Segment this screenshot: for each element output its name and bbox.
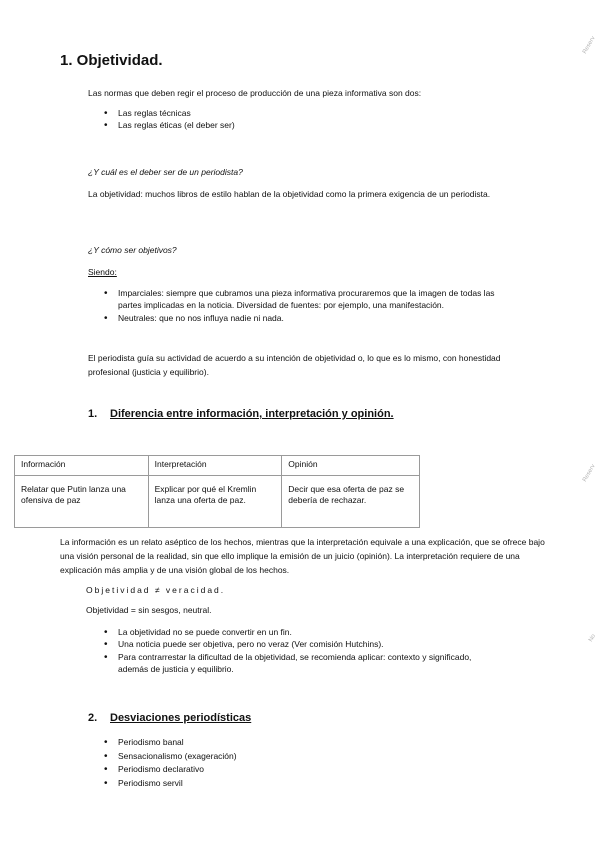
list-item: • Imparciales: siempre que cubramos una pieza informativa procuraremos que la imagen de todas las partes implicadas en la noticia. Diversidad de fuentes: por ejemplo, una manifestación. (104, 288, 499, 311)
list-item: • Periodismo banal (104, 737, 237, 749)
list-item: • La objetividad no se puede convertir en un fin. (104, 627, 499, 639)
list-item: • Para contrarrestar la dificultad de la objetividad, se recomienda aplicar: contexto y significado, además de justicia y equilibrio. (104, 652, 499, 675)
list-item: • Neutrales: que no nos influya nadie ni nada. (104, 313, 499, 325)
comparison-table (14, 455, 420, 528)
paragraph-2: La información es un relato aséptico de los hechos, mientras que la interpretación equivale a una explicación, que se ofrece bajo una visión personal de la realidad, sin que ello implique la emisión de un juicio (opinión). La interpretación requiere de una explicación más amplia y de una visión global de los hechos. (60, 537, 545, 575)
section-1-number: 1. (88, 408, 98, 420)
watermark-text: No (588, 633, 598, 643)
table-header: Opinión (282, 456, 420, 476)
desviaciones-list (104, 737, 237, 789)
list-item: • Periodismo servil (104, 778, 237, 790)
section-1-title: Diferencia entre información, interpretación y opinión. (110, 408, 394, 420)
section-2-number: 2. (88, 712, 98, 724)
question-2: ¿Y cómo ser objetivos? (88, 245, 177, 255)
paragraph-1: El periodista guía su actividad de acuerdo a su intención de objetividad o, lo que es lo mismo, con honestidad profesional (justicia y equilibrio). (88, 353, 501, 377)
watermark-text: Reserv (582, 35, 597, 55)
table-cell: Decir que esa oferta de paz se debería de rechazar. (282, 476, 420, 528)
list-item: • Sensacionalismo (exageración) (104, 751, 237, 763)
objectivity-equation: Objetividad ≠ veracidad. (86, 585, 226, 595)
table-header: Información (15, 456, 149, 476)
list-item: • Las reglas técnicas (104, 108, 235, 120)
intro-text: Las normas que deben regir el proceso de producción de una pieza informativa son dos: (88, 88, 422, 98)
table-row (15, 476, 420, 528)
table-cell: Relatar que Putin lanza una ofensiva de paz (15, 476, 149, 528)
answer-1: La objetividad: muchos libros de estilo hablan de la objetividad como la primera exigencia de un periodista. (88, 189, 491, 199)
rules-list (104, 108, 235, 131)
list-item: • Las reglas éticas (el deber ser) (104, 120, 235, 132)
siendo-list (104, 288, 499, 325)
section-1-heading (88, 408, 394, 420)
objectivity-list (104, 627, 499, 675)
section-2-heading (88, 712, 251, 724)
page-title: 1. Objetividad. (60, 52, 163, 69)
siendo-label: Siendo: (88, 267, 117, 277)
question-1: ¿Y cuál es el deber ser de un periodista? (88, 167, 243, 177)
watermark-text: Reserv (582, 463, 597, 483)
table-header-row (15, 456, 420, 476)
section-2-title: Desviaciones periodísticas (110, 712, 252, 724)
list-item: • Periodismo declarativo (104, 764, 237, 776)
objectivity-definition: Objetividad = sin sesgos, neutral. (86, 605, 212, 615)
table-cell: Explicar por qué el Kremlin lanza una oferta de paz. (148, 476, 282, 528)
table-header: Interpretación (148, 456, 282, 476)
list-item: • Una noticia puede ser objetiva, pero no veraz (Ver comisión Hutchins). (104, 639, 499, 651)
